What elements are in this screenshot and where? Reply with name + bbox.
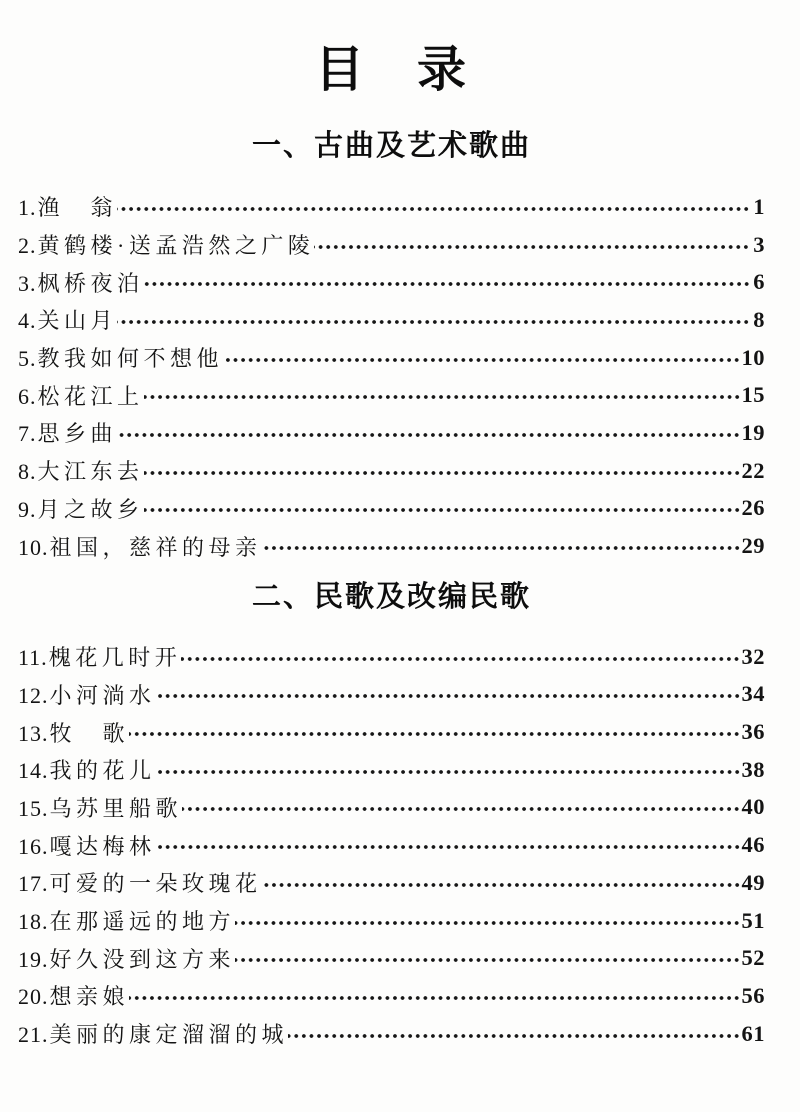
toc-list-section-1 <box>18 188 765 565</box>
dot-leader <box>262 880 741 890</box>
toc-entry-label <box>18 754 156 785</box>
dot-leader <box>235 918 740 928</box>
toc-list-section-2 <box>18 638 765 1053</box>
toc-entry-page: 46 <box>741 832 765 858</box>
toc-entry-number: 20. <box>18 984 49 1010</box>
section-heading-2: 二、民歌及改编民歌 <box>251 580 531 613</box>
toc-entry-page: 6 <box>753 269 765 295</box>
dot-leader <box>129 993 740 1003</box>
toc-entry-label <box>18 229 314 260</box>
dot-leader <box>144 505 741 515</box>
toc-entry-number: 6. <box>18 383 37 409</box>
toc-row <box>18 339 765 377</box>
toc-row <box>18 751 765 789</box>
toc-entry-label <box>18 641 181 672</box>
toc-row <box>18 789 765 827</box>
toc-entry-number: 9. <box>18 496 37 522</box>
toc-entry-label <box>18 867 262 898</box>
toc-row <box>18 977 765 1015</box>
toc-entry-number: 5. <box>18 346 37 372</box>
toc-entry-number: 10. <box>18 534 49 560</box>
page-title: 目 录 <box>314 43 468 97</box>
toc-entry-page: 1 <box>753 193 765 219</box>
toc-entry-page: 22 <box>741 457 765 483</box>
toc-row <box>18 376 765 414</box>
toc-entry-number: 18. <box>18 909 49 935</box>
dot-leader <box>144 392 741 402</box>
toc-row <box>18 826 765 864</box>
dot-leader <box>156 767 741 777</box>
toc-row <box>18 527 765 565</box>
toc-entry-label <box>18 531 262 562</box>
toc-entry-page: 15 <box>741 382 765 408</box>
toc-entry-title: 黄鹤楼·送孟浩然之广陵 <box>37 233 315 259</box>
toc-entry-label <box>18 380 144 411</box>
toc-entry-title: 月之故乡 <box>37 496 144 522</box>
toc-entry-page: 56 <box>741 982 765 1008</box>
dot-leader <box>156 842 741 852</box>
toc-entry-label <box>18 943 235 974</box>
toc-entry-page: 52 <box>741 945 765 971</box>
toc-entry-number: 8. <box>18 459 37 485</box>
toc-row <box>18 676 765 714</box>
toc-row <box>18 713 765 751</box>
toc-entry-title: 教我如何不想他 <box>37 346 224 372</box>
toc-entry-title: 我的花儿 <box>49 758 156 784</box>
toc-entry-page: 26 <box>741 495 765 521</box>
dot-leader <box>262 543 741 553</box>
dot-leader <box>117 317 750 327</box>
toc-entry-label <box>18 830 156 861</box>
toc-entry-number: 3. <box>18 270 37 296</box>
toc-entry-title: 想亲娘 <box>49 984 130 1010</box>
toc-row <box>18 226 765 264</box>
toc-entry-page: 29 <box>741 533 765 559</box>
toc-entry-page: 10 <box>741 344 765 370</box>
toc-entry-title: 乌苏里船歌 <box>49 795 183 821</box>
toc-entry-title: 渔 翁 <box>37 195 118 221</box>
dot-leader <box>181 654 740 664</box>
toc-entry-title: 思乡曲 <box>37 421 118 447</box>
toc-row <box>18 188 765 226</box>
toc-entry-number: 2. <box>18 233 37 259</box>
toc-entry-page: 40 <box>741 794 765 820</box>
toc-entry-number: 4. <box>18 308 37 334</box>
toc-entry-page: 36 <box>741 719 765 745</box>
dot-leader <box>223 355 740 365</box>
toc-row <box>18 452 765 490</box>
dot-leader <box>288 1031 740 1041</box>
toc-row <box>18 638 765 676</box>
dot-leader <box>144 468 741 478</box>
toc-entry-number: 14. <box>18 758 49 784</box>
toc-entry-title: 槐花几时开 <box>48 645 182 671</box>
toc-entry-title: 松花江上 <box>37 383 144 409</box>
toc-entry-page: 61 <box>741 1020 765 1046</box>
toc-row <box>18 1015 765 1053</box>
toc-entry-page: 32 <box>741 643 765 669</box>
toc-entry-number: 19. <box>18 946 49 972</box>
dot-leader <box>314 242 750 252</box>
toc-entry-page: 51 <box>741 907 765 933</box>
toc-entry-number: 11. <box>18 645 48 671</box>
dot-leader <box>156 691 741 701</box>
dot-leader <box>117 204 750 214</box>
toc-entry-title: 可爱的一朵玫瑰花 <box>49 871 262 897</box>
section-heading-1: 一、古曲及艺术歌曲 <box>251 130 531 162</box>
toc-row <box>18 939 765 977</box>
toc-row <box>18 301 765 339</box>
toc-entry-title: 嘎达梅林 <box>49 833 156 859</box>
toc-entry-page: 8 <box>753 306 765 332</box>
toc-row <box>18 414 765 452</box>
toc-entry-label <box>18 493 144 524</box>
toc-row <box>18 490 765 528</box>
toc-row <box>18 864 765 902</box>
dot-leader <box>117 430 740 440</box>
toc-entry-page: 34 <box>741 681 765 707</box>
toc-entry-page: 19 <box>741 419 765 445</box>
toc-entry-number: 21. <box>18 1022 49 1048</box>
toc-entry-title: 小河淌水 <box>49 682 156 708</box>
dot-leader <box>144 279 750 289</box>
toc-entry-label <box>18 905 235 936</box>
dot-leader <box>182 804 740 814</box>
toc-entry-page: 3 <box>753 231 765 257</box>
toc-entry-title: 大江东去 <box>37 459 144 485</box>
toc-entry-label <box>18 679 156 710</box>
toc-entry-number: 13. <box>18 720 49 746</box>
toc-entry-label <box>18 342 223 373</box>
toc-entry-title: 祖国，慈祥的母亲 <box>49 534 262 560</box>
toc-entry-label <box>18 980 129 1011</box>
dot-leader <box>235 955 740 965</box>
toc-entry-number: 17. <box>18 871 49 897</box>
toc-entry-page: 38 <box>741 756 765 782</box>
toc-entry-label <box>18 455 144 486</box>
toc-entry-label <box>18 792 182 823</box>
toc-entry-label <box>18 417 117 448</box>
toc-entry-title: 关山月 <box>37 308 118 334</box>
toc-row <box>18 263 765 301</box>
toc-entry-number: 12. <box>18 682 49 708</box>
toc-entry-title: 牧 歌 <box>49 720 130 746</box>
toc-entry-label <box>18 191 117 222</box>
toc-entry-page: 49 <box>741 869 765 895</box>
toc-row <box>18 902 765 940</box>
toc-entry-label <box>18 1018 288 1049</box>
toc-entry-number: 1. <box>18 195 37 221</box>
toc-entry-number: 7. <box>18 421 37 447</box>
toc-entry-title: 在那遥远的地方 <box>49 909 236 935</box>
toc-entry-title: 枫桥夜泊 <box>37 270 144 296</box>
toc-entry-label <box>18 717 129 748</box>
toc-entry-title: 好久没到这方来 <box>49 946 236 972</box>
toc-entry-number: 15. <box>18 795 49 821</box>
toc-entry-label <box>18 267 144 298</box>
toc-entry-title: 美丽的康定溜溜的城 <box>49 1022 289 1048</box>
toc-entry-number: 16. <box>18 833 49 859</box>
dot-leader <box>129 729 740 739</box>
toc-entry-label <box>18 304 117 335</box>
